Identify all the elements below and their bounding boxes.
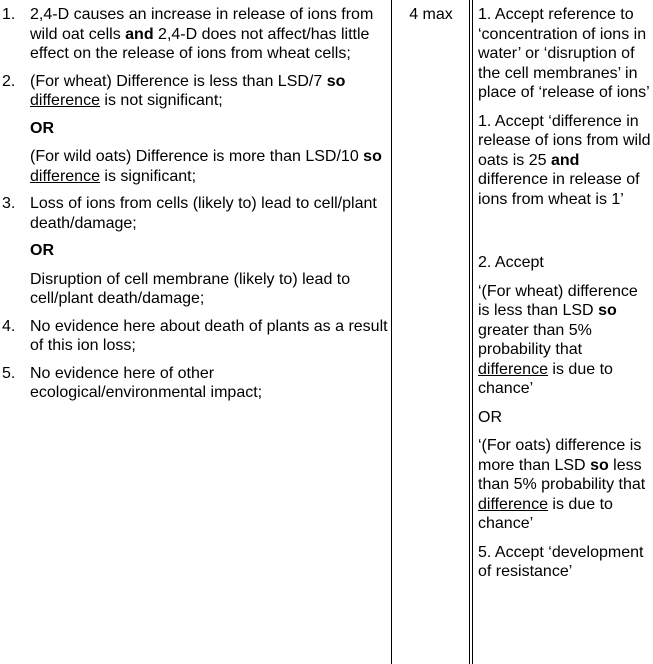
column-divider-right-1 [469,0,470,664]
marking-point-5: 5. No evidence here of other ecological/environmental impact; [2,364,263,401]
guidance-note-2: 1. Accept ‘difference in release of ions from wild oats is 25 and difference in release of ions from wheat is 1’ [478,112,651,208]
guidance-note-4: ‘(For wheat) difference is less than LSD so greater than 5% probability that difference is due to chance’ [478,282,638,397]
marking-point-3: 3. Loss of ions from cells (likely to) lead to cell/plant death/damage; [2,195,377,232]
or-separator: OR [478,408,502,426]
marking-point-3-alt: Disruption of cell membrane (likely to) lead to cell/plant death/damage; [30,270,351,307]
guidance-note-1: 1. Accept reference to ‘concentration of ions in water’ or ‘disruption of the cell membranes’ in place of ‘release of ions’ [478,6,650,101]
guidance-note-6: 5. Accept ‘development of resistance’ [478,543,644,580]
point-number: 1. [2,6,16,23]
guidance-note-5: ‘(For oats) difference is more than LSD so less than 5% probability that difference is due to chance’ [478,437,646,532]
guidance-note-3: 2. Accept [478,254,544,271]
guidance-column [478,5,653,591]
marking-point-2-alt: (For wild oats) Difference is more than LSD/10 so difference is significant; [30,148,382,185]
point-number: 3. [2,195,16,212]
column-divider-right-2 [472,0,473,664]
marking-point-2: 2. (For wheat) Difference is less than LSD/7 so difference is not significant; [2,72,346,109]
point-number: 4. [2,317,16,335]
or-separator: OR [30,119,54,137]
answer-column [0,5,392,411]
point-number: 2. [2,72,16,90]
point-number: 5. [2,364,16,382]
marks-column [392,5,470,25]
or-separator: OR [30,242,54,259]
marking-point-1: 1. 2,4-D causes an increase in release of ions from wild oat cells and 2,4-D does not affect/has little effect on the release of ions from wheat cells; [2,6,374,62]
max-marks: 4 max [409,6,453,23]
marking-point-4: 4. No evidence here about death of plants as a result of this ion loss; [2,317,388,354]
